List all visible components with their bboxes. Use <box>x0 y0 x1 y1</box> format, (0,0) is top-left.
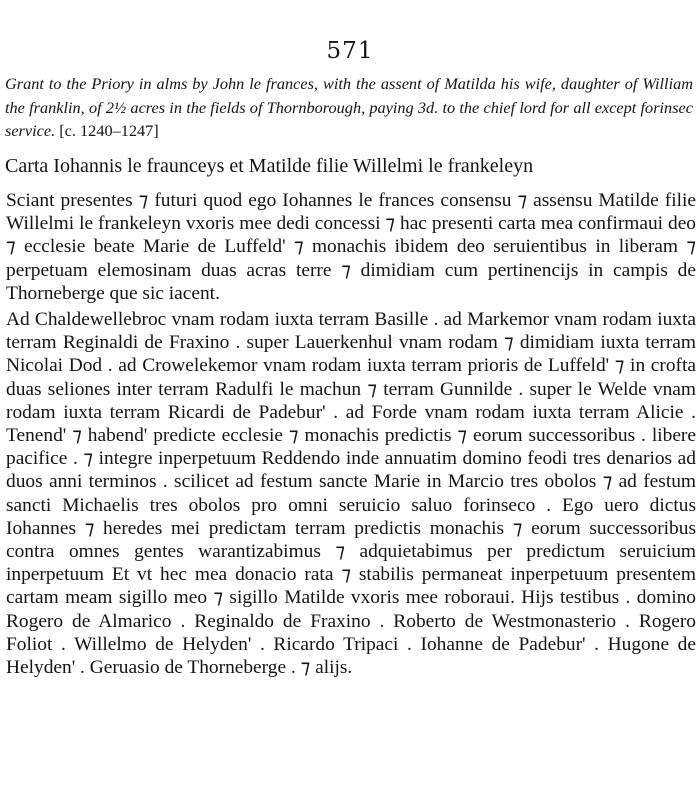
summary-text: Grant to the Priory in alms by John le frances, with the assent of Matilda his wife, daughter of William the franklin, of 2½ acres in the fields of Thornborough, paying 3d. to the chief lord for all except forinsec service. <box>5 74 693 140</box>
charter-title: Carta Iohannis le fraunceys et Matilde filie Willelmi le frankeleyn <box>5 155 534 177</box>
page-number: 571 <box>326 38 374 64</box>
charter-paragraph-1: Sciant presentes ⁊ futuri quod ego Iohannes le frances consensu ⁊ assensu Matilde filie Willelmi le frankeleyn vxoris mee dedi concessi ⁊ hac presenti carta mea confirmaui deo ⁊ ecclesie beate Marie de Luffeld' ⁊ monachis ibidem deo seruientibus in liberam ⁊ perpetuam elemosinam duas acras terre ⁊ dimidiam cum pertinencijs in campis de Thorneberge que sic iacent. <box>6 190 696 304</box>
summary-date: [c. 1240–1247] <box>59 121 159 140</box>
charter-text <box>6 189 696 679</box>
charter-paragraph-2: Ad Chaldewellebroc vnam rodam iuxta terram Basille . ad Markemor vnam rodam iuxta terram Reginaldi de Fraxino . super Lauerkenhul vnam rodam ⁊ dimidiam iuxta terram Nicolai Dod . ad Crowelekemor vnam rodam iuxta terram prioris de Luffeld' ⁊ in crofta duas seliones inter terram Radulfi le machun ⁊ terram Gunnilde . super le Welde vnam rodam iuxta terram Ricardi de Padebur' . ad Forde vnam rodam iuxta terram Alicie . Tenend' ⁊ habend' predicte ecclesie ⁊ monachis predictis ⁊ eorum successoribus . libere pacifice . ⁊ integre inperpetuum Reddendo inde annuatim domino feodi tres denarios ad duos anni terminos . scilicet ad festum sancte Marie in Marcio tres obolos ⁊ ad festum sancti Michaelis tres obolos pro omni seruicio saluo forinseco . Ego uero dictus Iohannes ⁊ heredes mei predictam terram predictis monachis ⁊ eorum successoribus contra omnes gentes warantizabimus ⁊ adquietabimus per predictum seruicium inperpetuum Et vt hec mea donacio rata ⁊ stabilis permaneat inperpetuum presentem cartam meam sigillo meo ⁊ sigillo Matilde vxoris mee roboraui. Hijs testibus . domino Rogero de Almarico . Reginaldo de Fraxino . Roberto de Westmonasterio . Rogero Foliot . Willelmo de Helyden' . Ricardo Tripaci . Iohanne de Padebur' . Hugone de Helyden' . Geruasio de Thorneberge . ⁊ alijs. <box>6 309 696 679</box>
charter-summary <box>5 72 693 143</box>
